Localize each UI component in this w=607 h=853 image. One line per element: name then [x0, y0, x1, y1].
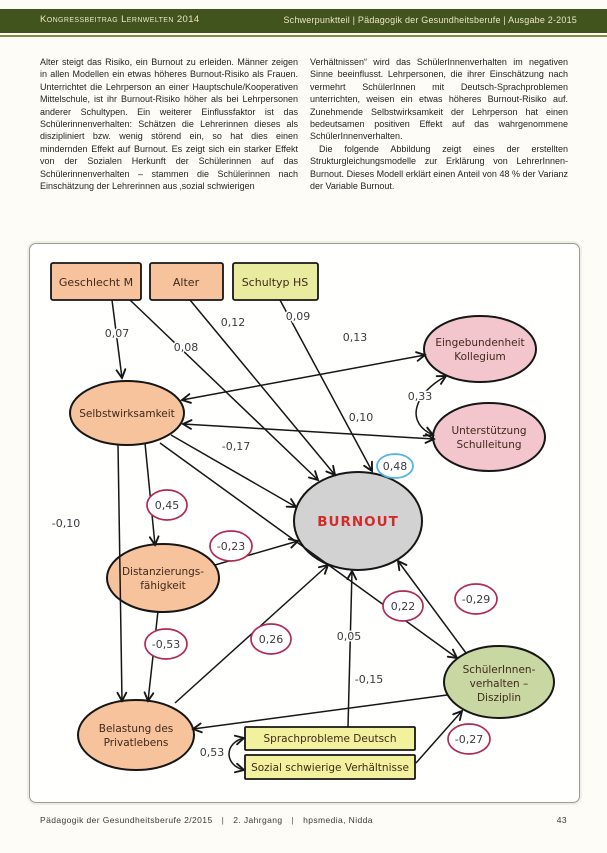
article-column-left — [40, 56, 298, 192]
node-unterstuetzung-schulleitung — [433, 403, 545, 471]
edge-schuelerverhalten-belastung — [193, 695, 447, 729]
coef-sprachprobleme-burnout: 0,05 — [336, 630, 362, 643]
footer-page-number: 43 — [556, 815, 567, 825]
node-selbstwirksamkeit-label: Selbstwirksamkeit — [79, 408, 175, 420]
svg-text:-0,29: -0,29 — [461, 593, 491, 606]
node-alter-label: Alter — [172, 276, 200, 289]
header-rule — [0, 35, 607, 37]
footer-separator-1: | — [221, 815, 225, 825]
node-belastung-privatleben — [78, 700, 194, 770]
edge-selbstwirksamkeit-schuelerverhalten — [160, 443, 457, 658]
edge-alter-burnout — [190, 300, 335, 475]
node-schuelerverhalten-line2: verhalten – — [469, 678, 529, 690]
node-schulleitung-line2: Schulleitung — [456, 439, 522, 451]
coef-schuelerverhalten-burnout-circled — [455, 584, 497, 614]
svg-text:-0,53: -0,53 — [151, 638, 181, 651]
coef-distanzierung-burnout-circled — [210, 531, 252, 561]
edge-sprachprobleme-sozial — [229, 738, 244, 770]
footer-journal: Pädagogik der Gesundheitsberufe 2/2015 — [40, 815, 213, 825]
node-schultyp-hs — [233, 263, 318, 300]
edge-schultyp-burnout — [280, 300, 372, 471]
node-geschlecht-m — [51, 263, 141, 300]
coef-selbstwirksamkeit-kollegium: 0,13 — [342, 331, 368, 344]
coef-belastung-burnout-circled — [251, 624, 291, 654]
node-schulleitung-line1: Unterstützung — [451, 425, 527, 437]
coef-selbstwirksamkeit-burnout: -0,17 — [221, 440, 251, 453]
burnout-r2-circled — [377, 454, 413, 478]
coef-geschlecht-burnout: 0,08 — [173, 341, 199, 354]
svg-text:0,45: 0,45 — [154, 499, 180, 512]
svg-text:0,22: 0,22 — [390, 600, 416, 613]
node-belastung-line1: Belastung des — [98, 723, 174, 735]
footer-publisher: hpsmedia, Nidda — [303, 815, 373, 825]
node-burnout — [294, 472, 422, 570]
svg-text:-0,23: -0,23 — [216, 540, 246, 553]
paragraph-left: Alter steigt das Risiko, ein Burnout zu erleiden. Männer zeigen in allen Modellen ein etwas höheres Burnout-Risiko als Frauen. Unterrichtet die Lehrperson an einer Hauptschule/Kooperativen Mittelschule, ist ihr Burnout-Risiko höher als bei Lehrpersonen anderer Schultypen. Ein weiterer Einflussfaktor ist das Schülerinnenverhalten: Schätzen die Lehrerinnen dieses als diszipliniert bzw. wenig störend ein, so hat dies einen mindernden Effekt auf Burnout. Es zeigt sich ein starker Effekt von der Sozialen Herkunft der Schülerinnen auf das Schülerinnenverhalten – stammen die Schülerinnen nach Einschätzung der Lehrerinnen aus ‚sozial schwierigen — [40, 57, 298, 192]
sem-diagram — [30, 244, 579, 802]
sem-figure — [29, 243, 580, 803]
node-sprachprobleme-label: Sprachprobleme Deutsch — [263, 733, 397, 745]
svg-text:-0,27: -0,27 — [454, 733, 484, 746]
node-schuelerverhalten-line3: Disziplin — [476, 692, 522, 704]
node-distanzierung-line1: Distanzierungs- — [121, 566, 205, 578]
node-schuelerinnenverhalten-disziplin — [444, 646, 554, 718]
header-issue-label: Schwerpunktteil | Pädagogik der Gesundheitsberufe | Ausgabe 2-2015 — [283, 15, 577, 25]
node-sozial-schwierige-verhaeltnisse — [245, 755, 415, 779]
article-column-right — [310, 56, 568, 192]
footer-separator-2: | — [291, 815, 295, 825]
node-schuelerverhalten-line1: SchülerInnen- — [462, 664, 536, 676]
node-burnout-label: BURNOUT — [317, 514, 399, 530]
node-alter — [150, 263, 223, 300]
svg-text:0,26: 0,26 — [258, 633, 284, 646]
coef-geschlecht-selbstwirksamkeit: 0,07 — [104, 327, 130, 340]
node-selbstwirksamkeit — [70, 381, 184, 445]
node-sozial-label: Sozial schwierige Verhältnisse — [251, 762, 409, 774]
node-kollegium-line1: Eingebundenheit — [435, 337, 525, 349]
footer — [40, 815, 567, 825]
svg-text:0,48: 0,48 — [382, 460, 408, 473]
paragraph-right-2: Die folgende Abbildung zeigt eines der erstellten Strukturgleichungsmodelle zur Erklärung von LehrerInnen-Burnout. Dieses Modell erklärt einen Anteil von 48 % der Varianz der Variable Burnout. — [310, 143, 568, 192]
edge-selbstwirksamkeit-schulleitung — [183, 424, 434, 439]
coef-distanzierung-belastung-circled — [145, 629, 187, 659]
edge-sprachprobleme-burnout — [348, 571, 352, 727]
node-sprachprobleme-deutsch — [245, 727, 415, 750]
coef-schultyp-burnout: 0,09 — [285, 310, 311, 323]
node-kollegium-line2: Kollegium — [454, 351, 506, 363]
coef-selbstwirksamkeit-schulleitung: 0,10 — [348, 411, 374, 424]
coef-kollegium-schulleitung: 0,33 — [407, 390, 433, 403]
footer-volume: 2. Jahrgang — [233, 815, 283, 825]
node-geschlecht-m-label: Geschlecht M — [58, 276, 134, 289]
coef-schuelerverhalten-belastung: -0,15 — [354, 673, 384, 686]
node-eingebundenheit-kollegium — [424, 316, 536, 382]
coef-sozial-schuelerverhalten-circled — [448, 724, 490, 754]
coef-selbstwirksamkeit-belastung: -0,10 — [51, 517, 81, 530]
node-distanzierungsfaehigkeit — [107, 544, 219, 612]
edge-selbstwirksamkeit-kollegium — [182, 355, 425, 400]
header-congress-label: Kongressbeitrag Lernwelten 2014 — [40, 14, 200, 25]
coef-selbstwirksamkeit-distanzierung-circled — [147, 490, 187, 520]
coef-sprachprobleme-sozial: 0,53 — [199, 746, 225, 759]
coef-alter-burnout: 0,12 — [220, 316, 246, 329]
node-belastung-line2: Privatlebens — [103, 737, 169, 749]
node-distanzierung-line2: fähigkeit — [140, 580, 186, 592]
coef-selbstwirksamkeit-schuelerverhalten-circled — [383, 591, 423, 621]
paragraph-right-1: Verhältnissen“ wird das SchülerInnenverhalten im negativen Sinne beeinflusst. Lehrpersonen, die ihrer Einschätzung nach vermehrt SchülerInnen mit Deutsch-Sprachproblemen unterrichten, weisen ein etwas höheres Burnout-Risiko auf. Zunehmende Selbstwirksamkeit der Lehrperson hat einen bedeutsamen positiven Effekt auf das wahrgenommene SchülerInnenverhalten. — [310, 57, 568, 142]
node-schultyp-hs-label: Schultyp HS — [241, 276, 309, 289]
